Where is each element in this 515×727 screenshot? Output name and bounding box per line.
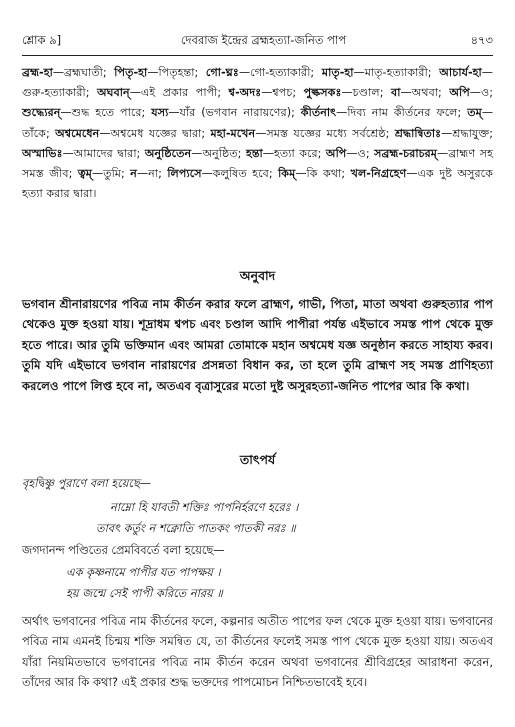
- synonym-gloss: —চণ্ডাল;: [341, 86, 391, 100]
- verse-1-line-1: নাম্নো হি যাবতী শক্তিঃ পাপনির্হরণে হরেঃ ।: [110, 501, 299, 514]
- synonym-gloss: —এক দুষ্ট অসুরকে হত্যা করার দ্বারা।: [22, 167, 494, 201]
- synonym-gloss: —আমাদের দ্বারা;: [62, 146, 145, 160]
- synonym-term: যস্য: [151, 106, 169, 120]
- synonym-term: কিম্: [278, 167, 296, 181]
- synonym-gloss: —তুমি;: [92, 167, 131, 181]
- verse-2-line-1: এক কৃষ্ণনামে পাপীর যত পাপক্ষয় ।: [66, 566, 221, 579]
- synonym-gloss: —কলুষিত হবে;: [201, 167, 279, 181]
- synonym-term: পিতৃ-হা: [114, 66, 148, 79]
- synonym-gloss: —ও;: [469, 86, 493, 100]
- synonym-term: খল-নিগ্রহেণ: [350, 167, 407, 181]
- synonym-gloss: —হত্যা করে;: [262, 146, 326, 160]
- synonym-term: ন: [130, 167, 137, 181]
- synonym-gloss: —অনুষ্ঠিত;: [191, 146, 246, 160]
- verse-reference: শ্লোক ৯]: [22, 33, 62, 47]
- synonym-gloss: —অশ্বমেধ যজ্ঞের দ্বারা;: [99, 126, 211, 140]
- purport-heading: তাৎপর্য: [239, 452, 276, 467]
- synonym-gloss: —অথবা;: [400, 86, 450, 100]
- synonym-term: বা: [390, 86, 401, 100]
- synonym-term: শ্ব-অদঃ: [228, 86, 262, 100]
- synonym-gloss: —যাঁর (ভগবান নারায়ণের);: [168, 106, 301, 120]
- verse-1-line-2: তাবৎ কর্তুং ন শক্নোতি পাতকং পাতকী নরঃ ॥: [96, 522, 296, 535]
- purport-intro-1: বৃহদ্বিষ্ণু পুরাণে বলা হয়েছে—: [22, 477, 152, 490]
- synonym-term: ব্রহ্ম-হা: [22, 66, 53, 79]
- synonym-term: অপি: [325, 146, 347, 160]
- synonym-term: অনুষ্ঠিতেন: [144, 146, 192, 160]
- synonym-gloss: —ব্রহ্মঘাতী;: [52, 66, 115, 79]
- synonym-gloss: —পিতৃহন্তা;: [147, 66, 206, 79]
- synonym-term: মহা-মখেন: [210, 126, 256, 140]
- translation-text: ভগবান শ্রীনারায়ণের পবিত্র নাম কীর্তন করার ফলে ব্রাহ্মণ, গাভী, পিতা, মাতা অথবা গুরুহত্যার পাপ থেকেও মুক্ত হওয়া যায়। শূদ্রাধম শ্বপচ এবং চণ্ডাল আদি পাপীরা পর্যন্ত এইভাবে সমস্ত পাপ থেকে মুক্ত হতে পারে। আর তুমি ভক্তিমান এবং আমরা তোমাকে মহান অশ্বমেধ যজ্ঞ অনুষ্ঠান করতে সাহায্য করব। তুমি যদি এইভাবে ভগবান নারায়ণের প্রসন্নতা বিধান কর, তা হলে তুমি ব্রাহ্মণ সহ সমস্ত প্রাণিহত্যা করলেও পাপে লিপ্ত হবে না, অতএব বৃত্রাসুরের মতো দুষ্ট অসুরহত্যা-জনিত পাপের আর কি কথা।: [22, 297, 493, 393]
- synonym-gloss: —তাঁকে;: [22, 106, 494, 140]
- synonym-gloss: —এই প্রকার পাপী;: [129, 86, 229, 100]
- synonym-term: কীর্তনাৎ: [300, 106, 337, 120]
- synonym-gloss: —শ্বপচ;: [261, 86, 304, 100]
- synonym-gloss: —মাতৃ-হত্যাকারী;: [353, 66, 440, 79]
- synonym-term: সব্রহ্ম-চরাচরম্: [374, 146, 438, 160]
- synonym-term: অপি: [449, 86, 470, 100]
- page-number: ৪৭৩: [470, 33, 493, 47]
- synonym-term: শ্রদ্ধান্বিতাঃ: [394, 126, 442, 140]
- synonym-gloss: —না;: [136, 167, 168, 181]
- chapter-title: দেবরাজ ইন্দ্রের ব্রহ্মহত্যা-জনিত পাপ: [180, 33, 347, 47]
- verse-2-line-2: হয় জন্মে সেই পাপী করিতে নারয় ॥: [66, 587, 223, 600]
- synonym-term: অস্মাভিঃ: [22, 146, 63, 160]
- synonym-term: হন্তা: [245, 146, 263, 160]
- synonym-term: আচার্য-হা: [439, 66, 482, 79]
- synonym-term: তম্: [467, 106, 482, 120]
- synonym-term: ত্বম্: [77, 167, 93, 181]
- synonym-term: পুল্কসকঃ: [303, 86, 342, 100]
- synonym-term: গো-ঘ্নঃ: [205, 66, 239, 79]
- synonym-term: মাতৃ-হা: [321, 66, 354, 79]
- synonym-gloss: —শ্রদ্ধাযুক্ত;: [441, 126, 493, 140]
- purport-intro-2: জগদানন্দ পণ্ডিতের প্রেমবিবর্তে বলা হয়েছে—: [22, 544, 225, 557]
- synonym-gloss: —ব্রাহ্মণ সহ সমস্ত জীব;: [22, 146, 494, 181]
- synonym-gloss: —গুরু-হত্যাকারী;: [22, 66, 493, 100]
- header-rule: [22, 55, 493, 56]
- synonym-term: শুদ্ধ্যেরন্: [22, 106, 61, 120]
- running-header: [22, 32, 493, 52]
- purport-body: অর্থাৎ ভগবানের পবিত্র নাম কীর্তনের ফলে, কল্পনার অতীত পাপের ফল থেকে মুক্ত হওয়া যায়। ভগবানের পবিত্র নাম এমনই চিন্ময় শক্তি সমন্বিত যে, তা কীর্তনের ফলেই সমস্ত পাপ থেকে মুক্ত হওয়া যায়। অতএব যাঁরা নিয়মিতভাবে ভগবানের পবিত্র নাম কীর্তন করেন অথবা ভগবানের শ্রীবিগ্রহের আরাধনা করেন, তাঁদের আর কি কথা? এই প্রকার শুদ্ধ ভক্তদের পাপমোচন নিশ্চিতভাবেই হবে।: [22, 614, 493, 690]
- synonym-gloss: —শুদ্ধ হতে পারে;: [60, 106, 152, 120]
- synonym-gloss: —দিব্য নাম কীর্তনের ফলে;: [336, 106, 468, 120]
- synonym-term: লিপ্যসে: [167, 167, 202, 181]
- synonym-term: অঘবান্: [96, 86, 130, 100]
- synonym-term: অশ্বমেধেন: [55, 126, 100, 140]
- synonym-gloss: —ও;: [346, 146, 375, 160]
- translation-heading: অনুবাদ: [239, 268, 276, 283]
- synonym-gloss: —কি কথা;: [295, 167, 351, 181]
- synonym-gloss: —সমস্ত যজ্ঞের মধ্যে সর্বশ্রেষ্ঠ;: [255, 126, 395, 140]
- synonym-gloss: —গো-হত্যাকারী;: [238, 66, 322, 79]
- word-for-word-synonyms: [22, 63, 493, 204]
